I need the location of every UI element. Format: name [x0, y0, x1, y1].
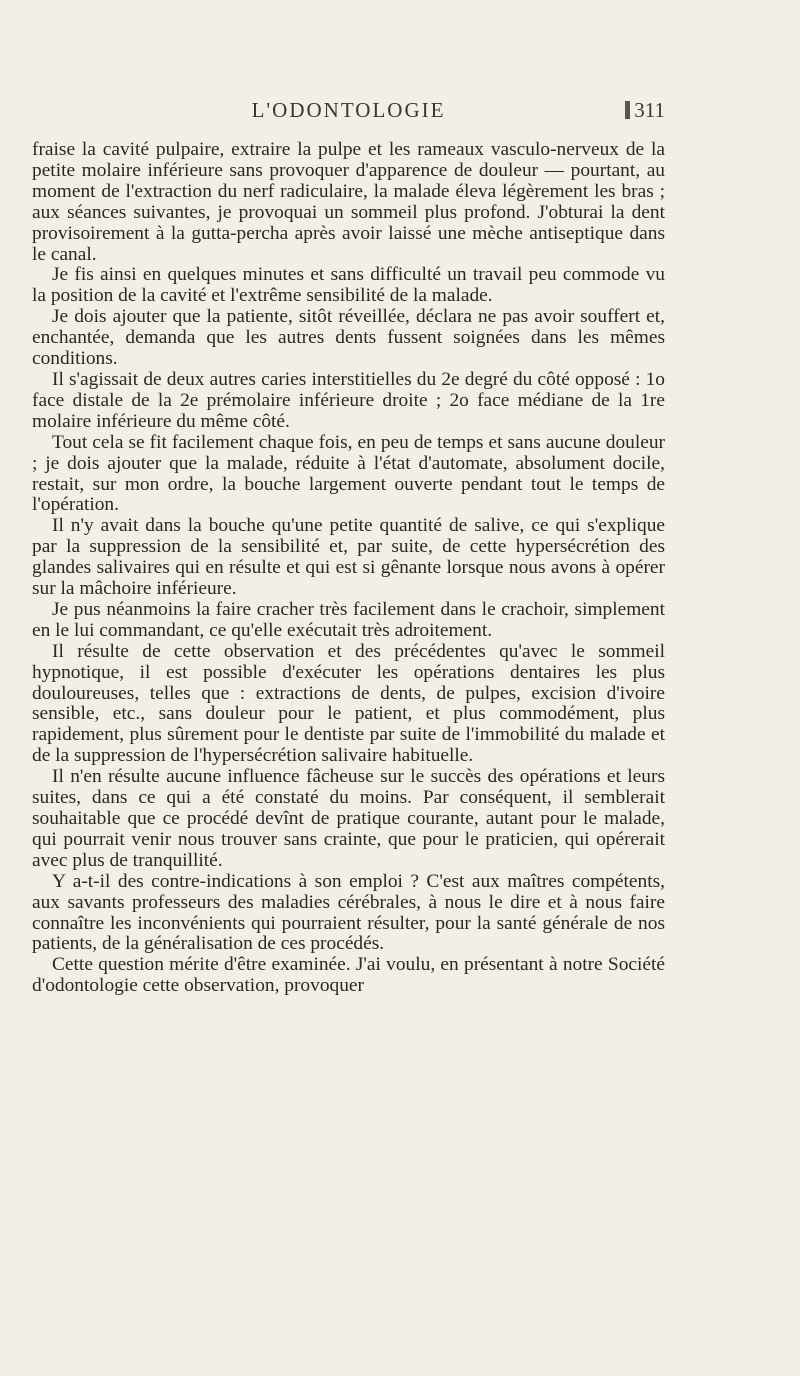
paragraph: Je dois ajouter que la patiente, sitôt réveillée, déclara ne pas avoir souffert et, enchantée, demanda que les autres dents fussent soignées dans les mêmes conditions.: [32, 306, 665, 370]
paragraph: fraise la cavité pulpaire, extraire la pulpe et les rameaux vasculo-nerveux de la petite molaire inférieure sans provoquer d'apparence de douleur — pourtant, au moment de l'extraction du nerf radiculaire, la malade éleva légèrement les bras ; aux séances suivantes, je provoquai un sommeil plus profond. J'obturai la dent provisoirement à la gutta-percha après avoir laissé une mèche antiseptique dans le canal.: [32, 139, 665, 265]
paragraph: Je pus néanmoins la faire cracher très facilement dans le crachoir, simplement en le lui commandant, ce qu'elle exécutait très adroitement.: [32, 598, 665, 641]
paragraph: Il s'agissait de deux autres caries interstitielles du 2e degré du côté opposé : 1o face distale de la 2e prémolaire inférieure droite ; 2o face médiane de la 1re molaire inférieure du même côté.: [32, 368, 665, 432]
paragraph: Tout cela se fit facilement chaque fois, en peu de temps et sans aucune douleur ; je dois ajouter que la malade, réduite à l'état d'automate, absolument docile, restait, sur mon ordre, la bouche largement ouverte pendant tout le temps de l'opération.: [32, 431, 665, 516]
running-head: [32, 98, 665, 128]
paragraph: Il résulte de cette observation et des précédentes qu'avec le sommeil hypnotique, il est possible d'exécuter les opérations dentaires les plus douloureuses, telles que : extractions de dents, de pulpes, excision d'ivoire sensible, etc., sans douleur pour le patient, et plus commodément, plus rapidement, plus sûrement pour le dentiste par suite de l'immobilité du malade et de la suppression de l'hypersécrétion salivaire habituelle.: [32, 640, 665, 767]
paragraph: Je fis ainsi en quelques minutes et sans difficulté un travail peu commode vu la position de la cavité et l'extrême sensibilité de la malade.: [32, 264, 665, 307]
paragraph: Il n'y avait dans la bouche qu'une petite quantité de salive, ce qui s'explique par la suppression de la sensibilité et, par suite, de cette hypersécrétion des glandes salivaires qui en résulte et qui est si gênante lorsque nous avons à opérer sur la mâchoire inférieure.: [32, 515, 665, 600]
running-title: L'ODONTOLOGIE: [251, 98, 446, 122]
body-text: [32, 140, 665, 997]
paragraph: Y a-t-il des contre-indications à son emploi ? C'est aux maîtres compétents, aux savants professeurs des maladies cérébrales, à nous le dire et à nous faire connaître les inconvénients qui pourraient résulter, pour la santé générale de nos patients, de la généralisation de ces procédés.: [32, 870, 665, 955]
paragraph: Il n'en résulte aucune influence fâcheuse sur le succès des opérations et leurs suites, dans ce qui a été constaté du moins. Par conséquent, il semblerait souhaitable que ce procédé devînt de pratique courante, autant pour le malade, qui pourrait venir nous trouver sans crainte, que pour le praticien, qui opérerait avec plus de tranquillité.: [32, 766, 665, 871]
page-number: 311: [625, 98, 665, 123]
paragraph: Cette question mérite d'être examinée. J'ai voulu, en présentant à notre Société d'odontologie cette observation, provoquer: [32, 954, 665, 997]
